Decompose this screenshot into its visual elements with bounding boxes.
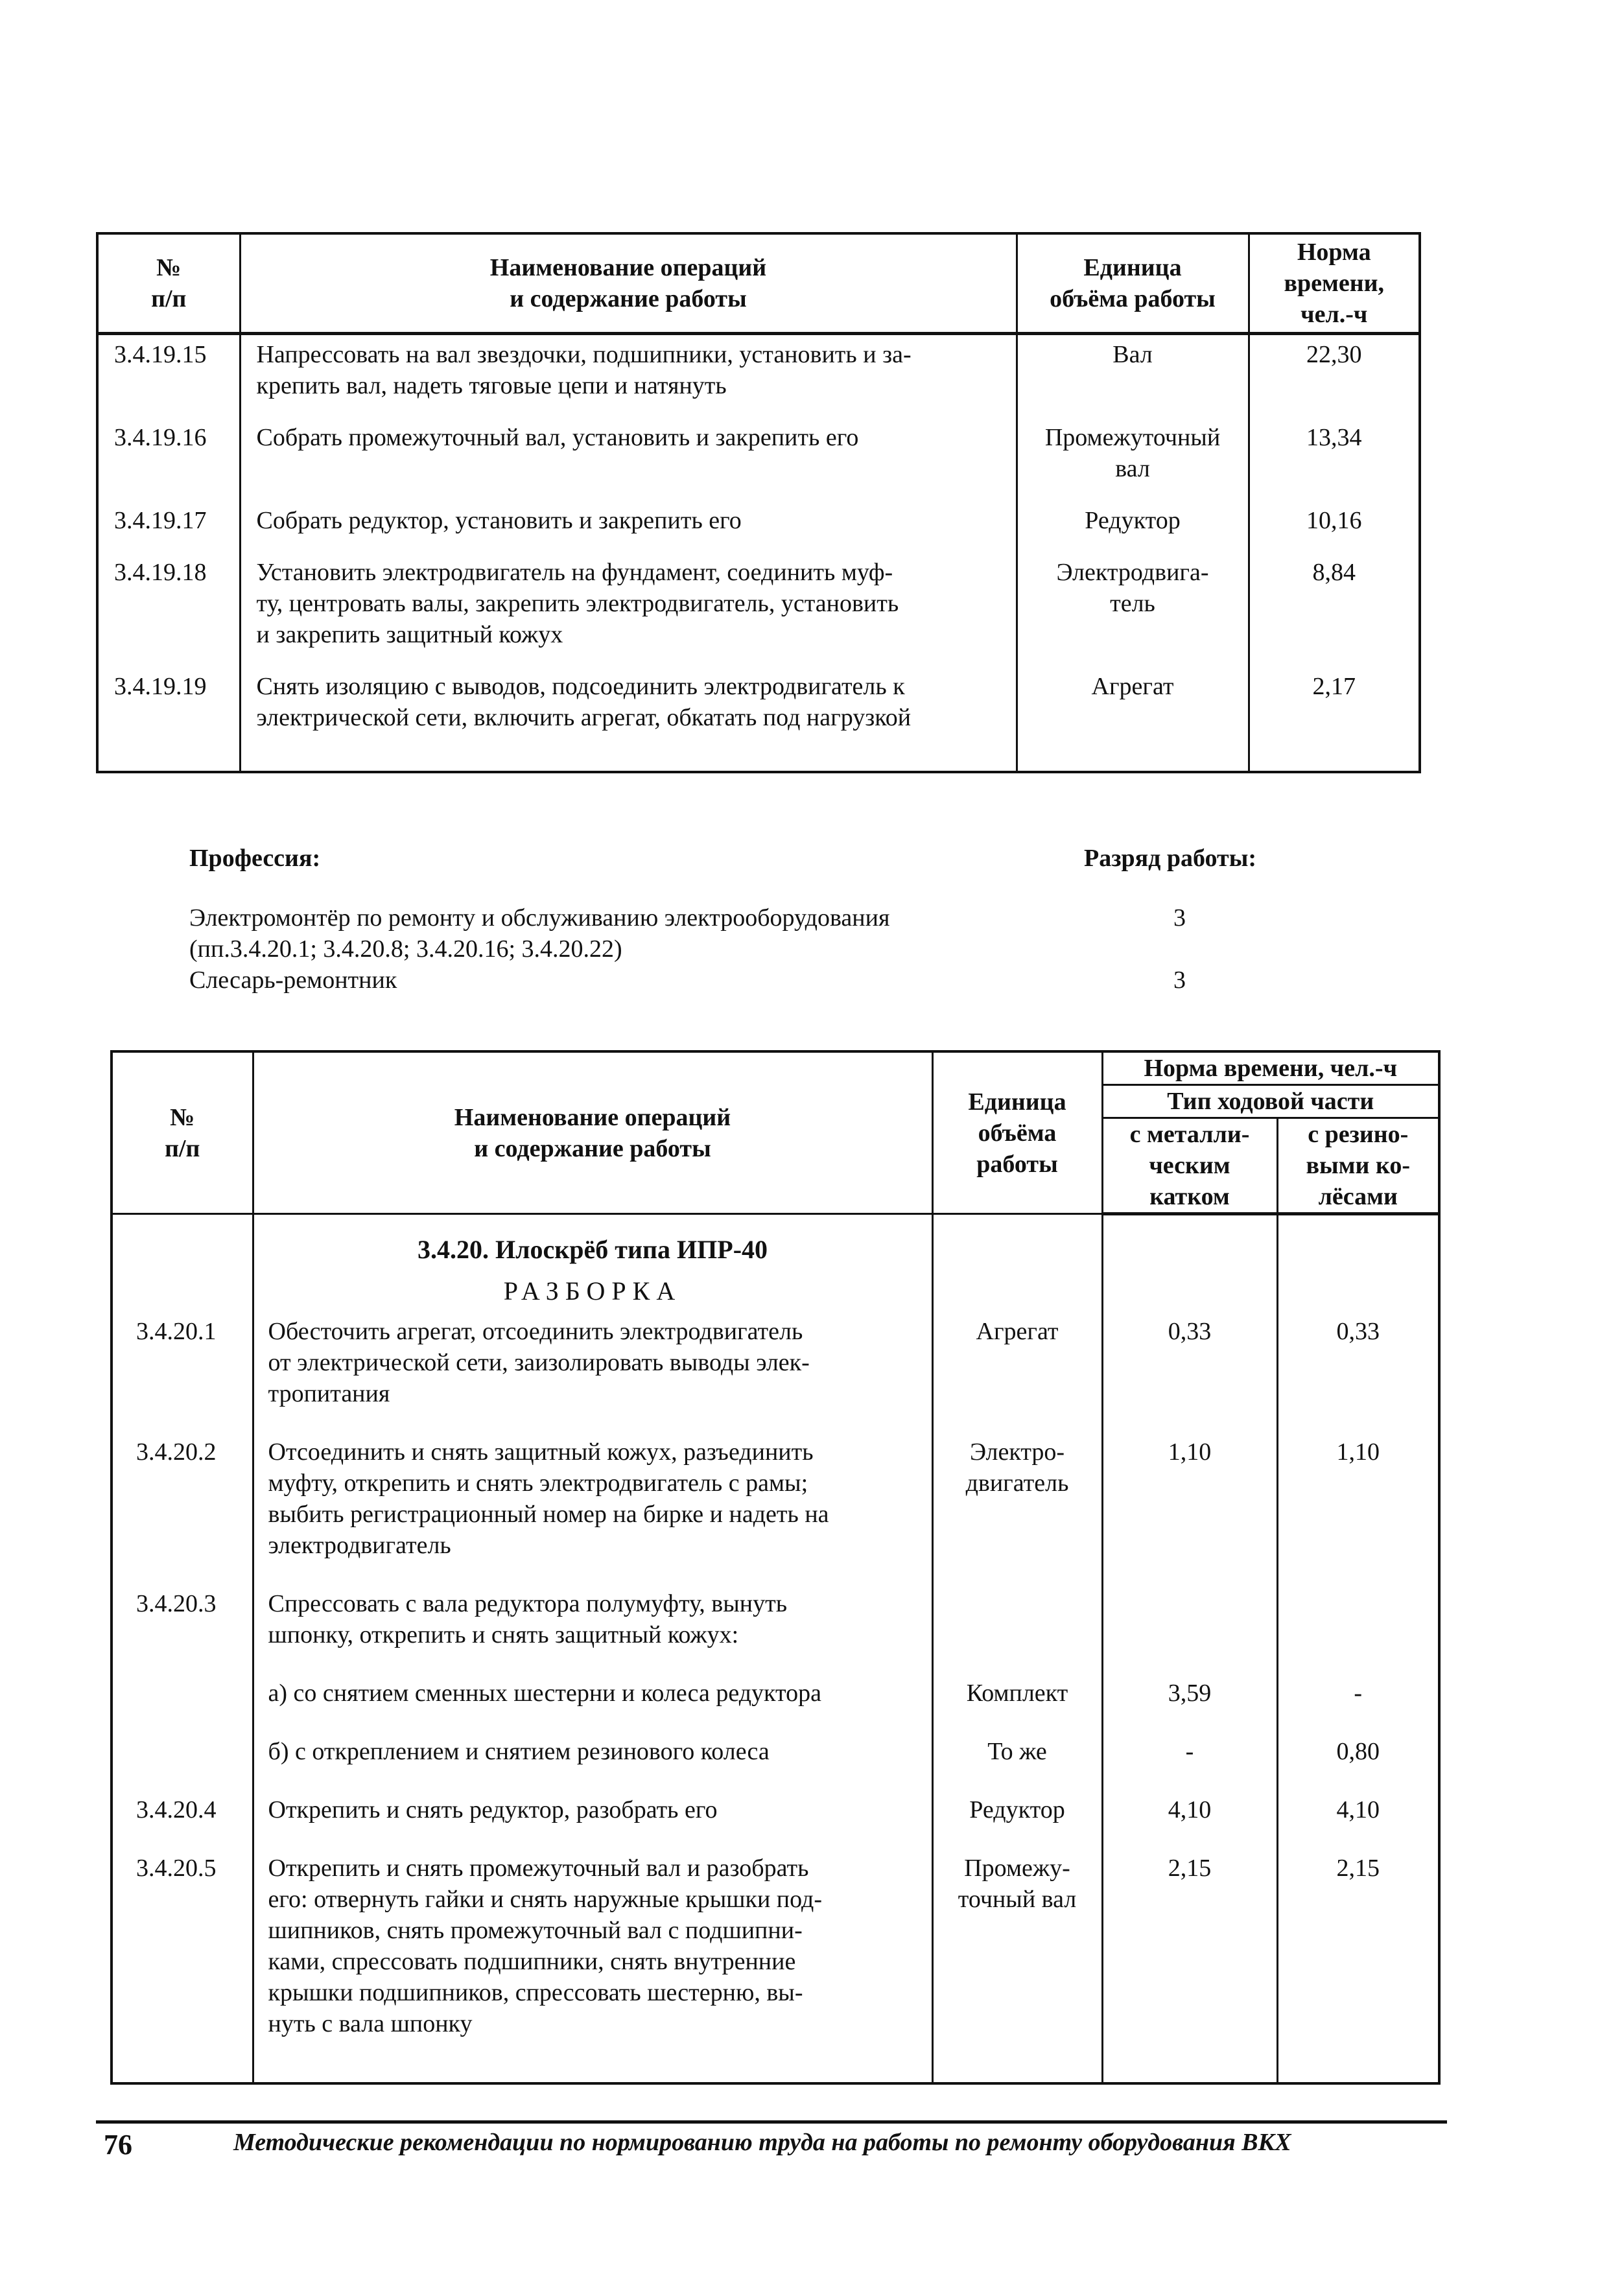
table-row — [112, 1672, 1439, 1731]
row-unit: Агрегат — [1017, 667, 1249, 772]
header-rubber-wheels: с резино- выми ко- лёсами — [1277, 1118, 1439, 1214]
table-row — [112, 1731, 1439, 1789]
row-norm-rubber: 0,33 — [1277, 1311, 1439, 1431]
section-title: 3.4.20. Илоскрёб типа ИПР-40 — [417, 1235, 768, 1264]
page-number: 76 — [104, 2129, 132, 2161]
header-name: Наименование операций и содержание работы — [253, 1051, 932, 1214]
footer-title: Методические рекомендации по нормированию труда на работы по ремонту оборудования ВКХ — [233, 2129, 1291, 2156]
row-unit: Редуктор — [932, 1789, 1102, 1847]
table-row — [112, 1431, 1439, 1583]
profession-heading: Профессия: — [189, 845, 321, 872]
row-unit: Комплект — [932, 1672, 1102, 1731]
row-norm: 10,16 — [1249, 501, 1420, 553]
row-operation: а) со снятием сменных шестерни и колеса редуктора — [253, 1672, 932, 1731]
row-norm-rubber — [1277, 1583, 1439, 1672]
row-unit: Редуктор — [1017, 501, 1249, 553]
grade-heading: Разряд работы: — [1084, 845, 1257, 872]
section-row — [112, 1214, 1439, 1311]
row-operation: Обесточить агрегат, отсоединить электродвигатель от электрической сети, заизолировать выводы элек- тропитания — [253, 1311, 932, 1431]
row-norm-rubber: 2,15 — [1277, 1847, 1439, 2083]
row-operation: Отсоединить и снять защитный кожух, разъединить муфту, открепить и снять электродвигатель с рамы; выбить регистрационный номер на бирке и надеть на электродвигатель — [253, 1431, 932, 1583]
row-unit: То же — [932, 1731, 1102, 1789]
row-operation: Установить электродвигатель на фундамент, соединить муф- ту, центровать валы, закрепить электродвигатель, установить и закрепить защитный кожух — [240, 553, 1017, 667]
row-norm: 13,34 — [1249, 418, 1420, 501]
table-row — [97, 667, 1420, 772]
row-number: 3.4.19.15 — [97, 334, 240, 419]
row-number: 3.4.19.18 — [97, 553, 240, 667]
row-unit: Промежу- точный вал — [932, 1847, 1102, 2083]
header-num: № п/п — [112, 1051, 253, 1214]
profession-item: Слесарь-ремонтник — [189, 967, 397, 994]
row-number — [112, 1731, 253, 1789]
row-number — [112, 1672, 253, 1731]
row-norm: 8,84 — [1249, 553, 1420, 667]
row-number: 3.4.19.17 — [97, 501, 240, 553]
profession-grade: 3 — [1173, 967, 1186, 994]
profession-grade: 3 — [1173, 904, 1186, 932]
row-norm-metal: - — [1102, 1731, 1277, 1789]
operations-table-2 — [110, 1050, 1441, 2085]
table-row — [97, 334, 1420, 419]
row-norm-metal: 1,10 — [1102, 1431, 1277, 1583]
table-row — [112, 1789, 1439, 1847]
header-unit: Единица объёма работы — [1017, 233, 1249, 334]
row-unit: Вал — [1017, 334, 1249, 419]
table-row — [112, 1583, 1439, 1672]
row-norm-metal — [1102, 1583, 1277, 1672]
header-metal-roller: с металли- ческим катком — [1102, 1118, 1277, 1214]
header-chassis: Тип ходовой части — [1102, 1085, 1439, 1118]
header-norm: Норма времени, чел.-ч — [1102, 1051, 1439, 1085]
row-operation: Снять изоляцию с выводов, подсоединить электродвигатель к электрической сети, включить агрегат, обкатать под нагрузкой — [240, 667, 1017, 772]
section-heading — [253, 1214, 932, 1311]
footer-divider — [96, 2120, 1447, 2124]
row-number: 3.4.20.3 — [112, 1583, 253, 1672]
operations-table-1 — [96, 232, 1421, 773]
row-norm-metal: 0,33 — [1102, 1311, 1277, 1431]
header-num: № п/п — [97, 233, 240, 334]
header-norm: Норма времени, чел.-ч — [1249, 233, 1420, 334]
row-norm-rubber: 4,10 — [1277, 1789, 1439, 1847]
row-number: 3.4.20.5 — [112, 1847, 253, 2083]
table-row — [97, 553, 1420, 667]
row-number: 3.4.19.19 — [97, 667, 240, 772]
row-norm-rubber: - — [1277, 1672, 1439, 1731]
row-unit — [932, 1583, 1102, 1672]
row-number: 3.4.20.1 — [112, 1311, 253, 1431]
row-norm: 22,30 — [1249, 334, 1420, 419]
row-norm-metal: 4,10 — [1102, 1789, 1277, 1847]
row-unit: Электро- двигатель — [932, 1431, 1102, 1583]
row-norm-rubber: 1,10 — [1277, 1431, 1439, 1583]
row-unit: Промежуточный вал — [1017, 418, 1249, 501]
profession-item: Электромонтёр по ремонту и обслуживанию электрооборудования (пп.3.4.20.1; 3.4.20.8; 3.4.20.16; 3.4.20.22) — [189, 904, 890, 963]
row-number: 3.4.20.2 — [112, 1431, 253, 1583]
row-operation: Напрессовать на вал звездочки, подшипники, установить и за- крепить вал, надеть тяговые цепи и натянуть — [240, 334, 1017, 419]
header-name: Наименование операций и содержание работы — [240, 233, 1017, 334]
row-unit: Агрегат — [932, 1311, 1102, 1431]
row-norm-metal: 2,15 — [1102, 1847, 1277, 2083]
section-subtitle: РАЗБОРКА — [503, 1276, 682, 1306]
row-norm-rubber: 0,80 — [1277, 1731, 1439, 1789]
row-operation: Открепить и снять промежуточный вал и разобрать его: отвернуть гайки и снять наружные крышки под- шипников, снять промежуточный вал с подшипни- ками, спрессовать подшипники, снять внутренние крышки подшипников, спрессовать шестерню, вы- нуть с вала шпонку — [253, 1847, 932, 2083]
row-number: 3.4.20.4 — [112, 1789, 253, 1847]
row-operation: Собрать редуктор, установить и закрепить его — [240, 501, 1017, 553]
row-operation: Собрать промежуточный вал, установить и закрепить его — [240, 418, 1017, 501]
table-row — [112, 1311, 1439, 1431]
row-unit: Электродвига- тель — [1017, 553, 1249, 667]
row-number: 3.4.19.16 — [97, 418, 240, 501]
table-row — [97, 418, 1420, 501]
table-row — [112, 1847, 1439, 2083]
header-unit: Единица объёма работы — [932, 1051, 1102, 1214]
row-norm: 2,17 — [1249, 667, 1420, 772]
table-row — [97, 501, 1420, 553]
row-operation: б) с откреплением и снятием резинового колеса — [253, 1731, 932, 1789]
row-operation: Открепить и снять редуктор, разобрать его — [253, 1789, 932, 1847]
row-norm-metal: 3,59 — [1102, 1672, 1277, 1731]
row-operation: Спрессовать с вала редуктора полумуфту, вынуть шпонку, открепить и снять защитный кожух: — [253, 1583, 932, 1672]
